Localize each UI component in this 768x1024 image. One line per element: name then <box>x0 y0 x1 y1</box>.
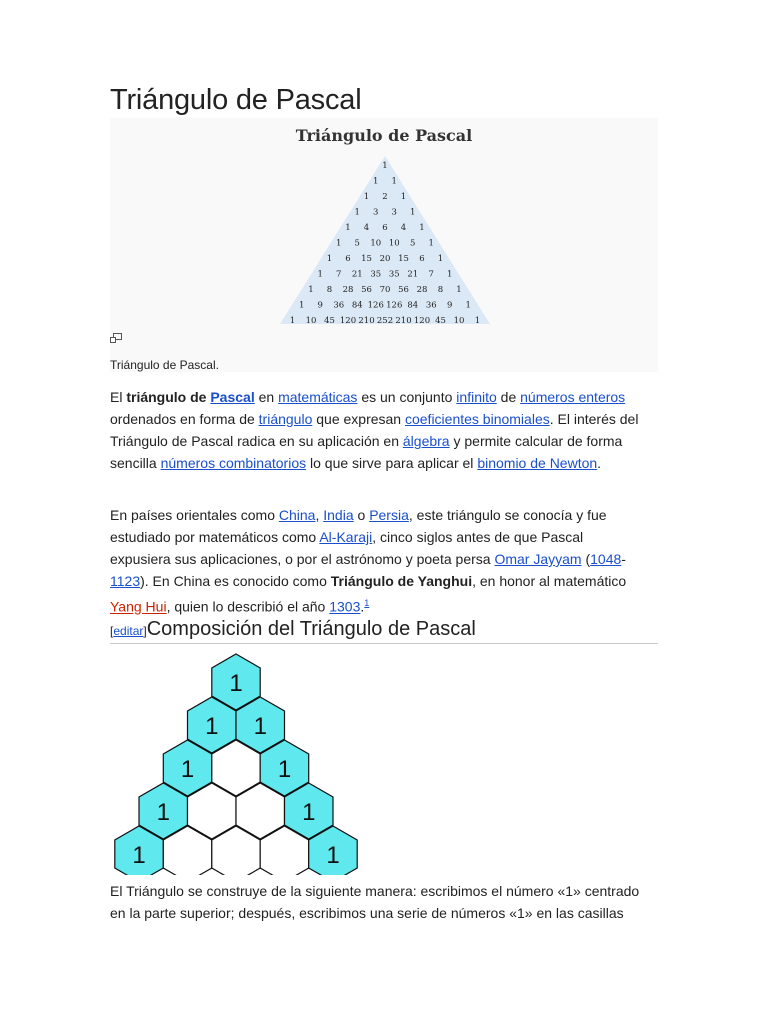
triangle-number: 36 <box>425 300 437 311</box>
triangle-number: 126 <box>386 300 403 311</box>
link-binomio-de-newton[interactable]: binomio de Newton <box>477 455 598 471</box>
link-coeficientes-binomiales[interactable]: coeficientes binomiales <box>404 411 550 427</box>
triangle-background <box>280 156 490 324</box>
edit-section: [editar] <box>110 624 147 638</box>
hexagon-number: 1 <box>277 756 292 783</box>
link-yang-hui[interactable]: Yang Hui <box>110 598 167 615</box>
figure-title: Triángulo de Pascal <box>295 126 473 145</box>
hexagon-number: 1 <box>180 756 195 783</box>
triangle-number: 7 <box>428 269 434 280</box>
link-1048[interactable]: 1048 <box>590 551 622 567</box>
pascal-triangle-image[interactable] <box>280 156 490 328</box>
triangle-number: 20 <box>379 254 391 264</box>
link-omar-jayyam[interactable]: Omar Jayyam <box>494 551 582 567</box>
triangle-number: 1 <box>326 254 333 264</box>
figure-caption: Triángulo de Pascal. <box>110 358 219 372</box>
triangle-number: 1 <box>299 300 305 311</box>
pascal-triangle-figure <box>110 118 658 372</box>
triangle-number: 56 <box>398 285 409 295</box>
link-1123[interactable]: 1123 <box>110 573 141 589</box>
link-infinito[interactable]: infinito <box>456 389 497 405</box>
triangle-number: 1 <box>308 285 314 295</box>
triangle-number: 21 <box>407 269 419 280</box>
triangle-number: 210 <box>358 316 375 326</box>
hexagon-triangle-diagram <box>110 650 370 875</box>
link-triangulo[interactable]: triángulo <box>258 411 313 427</box>
link-numeros-enteros[interactable]: números enteros <box>520 389 626 405</box>
link-india[interactable]: India <box>323 507 354 523</box>
triangle-number: 3 <box>373 207 379 218</box>
triangle-number: 21 <box>351 269 363 280</box>
triangle-number: 5 <box>410 238 416 249</box>
triangle-number: 126 <box>367 300 384 311</box>
hexagon-number: 1 <box>326 842 340 869</box>
triangle-number: 1 <box>391 176 397 187</box>
triangle-number: 56 <box>361 285 372 295</box>
link-persia[interactable]: Persia <box>369 507 409 523</box>
triangle-number: 10 <box>305 316 317 326</box>
triangle-number: 4 <box>363 223 370 233</box>
link-matematicas[interactable]: matemáticas <box>278 389 358 405</box>
triangle-number: 1 <box>447 269 453 280</box>
link-china[interactable]: China <box>278 507 316 523</box>
triangle-number: 210 <box>395 316 412 326</box>
triangle-number: 1 <box>336 238 342 249</box>
triangle-number: 45 <box>324 316 335 326</box>
enlarge-icon[interactable] <box>110 333 122 343</box>
intro-paragraph: El triángulo de Pascal en matemáticas es un conjunto infinito de números enteros ordenados en forma de triángulo que expresan coeficientes binomiales. El interés del Triángulo de Pascal radica en su aplicación en álgebra y permite calcular de forma sencilla números combinatorios lo que sirve para aplicar el binomio de Newton. <box>110 389 639 471</box>
triangle-number: 28 <box>416 285 428 295</box>
triangle-number: 15 <box>361 254 372 264</box>
triangle-number: 1 <box>317 269 323 280</box>
triangle-number: 1 <box>474 316 481 326</box>
history-paragraph: En países orientales como China, India o Persia, este triángulo se conocía y fue estudiado por matemáticos como Al-Karaji, cinco siglos antes de que Pascal expusiera sus aplicaciones, o por el astrónomo y poeta persa Omar Jayyam (1048-1123). En China es conocido como Triángulo de Yanghui, en honor al matemático Yang Hui, quien lo describió el año 1303.$^1$ <box>110 507 627 615</box>
triangle-number: 70 <box>379 285 391 295</box>
link-1303[interactable]: 1303 <box>329 598 361 615</box>
triangle-number: 1 <box>419 223 425 233</box>
link-numeros-combinatorios[interactable]: números combinatorios <box>160 455 307 471</box>
triangle-number: 35 <box>370 269 382 280</box>
triangle-number: 1 <box>373 176 379 187</box>
hexagon-number: 1 <box>156 799 170 826</box>
triangle-number: 1 <box>382 161 388 171</box>
page-title: Triángulo de Pascal <box>110 84 658 122</box>
triangle-number: 1 <box>456 285 462 295</box>
link-algebra[interactable]: álgebra <box>402 433 450 449</box>
hexagon-number: 1 <box>132 842 146 869</box>
triangle-number: 1 <box>428 238 434 249</box>
triangle-number: 6 <box>419 254 425 264</box>
footnote-1[interactable]: 1 <box>364 598 370 608</box>
link-pascal[interactable]: Pascal <box>210 389 255 405</box>
triangle-number: 3 <box>391 207 397 218</box>
triangle-number: 6 <box>345 254 351 264</box>
construction-paragraph: El Triángulo se construye de la siguiente manera: escribimos el número «1» centrado en la parte superior; después, escribimos una serie de números «1» en las casillas <box>110 883 640 921</box>
triangle-number: 2 <box>382 192 388 202</box>
triangle-number: 1 <box>354 207 360 218</box>
triangle-number: 9 <box>317 300 323 311</box>
triangle-number: 15 <box>398 254 409 264</box>
triangle-number: 84 <box>351 300 363 311</box>
triangle-number: 4 <box>400 223 407 233</box>
triangle-number: 84 <box>407 300 419 311</box>
triangle-number: 1 <box>289 316 296 326</box>
triangle-number: 1 <box>437 254 444 264</box>
triangle-number: 36 <box>333 300 345 311</box>
triangle-number: 1 <box>400 192 407 202</box>
triangle-number: 45 <box>435 316 446 326</box>
triangle-number: 5 <box>354 238 360 249</box>
triangle-number: 1 <box>363 192 370 202</box>
hexagon-number: 1 <box>253 713 267 740</box>
triangle-number: 7 <box>336 269 342 280</box>
triangle-number: 120 <box>413 316 431 326</box>
triangle-number: 9 <box>447 300 453 311</box>
triangle-number: 35 <box>388 269 400 280</box>
section-heading <box>110 618 658 644</box>
triangle-number: 28 <box>342 285 354 295</box>
triangle-number: 6 <box>382 223 388 233</box>
triangle-number: 8 <box>326 285 333 295</box>
link-al-karaji[interactable]: Al-Karaji <box>319 529 373 545</box>
triangle-number: 1 <box>345 223 351 233</box>
hexagon-number: 1 <box>205 713 219 740</box>
triangle-number: 10 <box>370 238 382 249</box>
triangle-number: 1 <box>410 207 416 218</box>
triangle-number: 252 <box>376 316 394 326</box>
section-title: Composición del Triángulo de Pascal <box>146 618 476 640</box>
triangle-number: 10 <box>388 238 400 249</box>
triangle-number: 1 <box>465 300 471 311</box>
hexagon-number: 1 <box>302 799 316 826</box>
triangle-number: 10 <box>453 316 465 326</box>
triangle-number: 120 <box>339 316 357 326</box>
hexagon-number: 1 <box>229 670 243 697</box>
triangle-number: 8 <box>437 285 444 295</box>
edit-link[interactable]: editar <box>113 624 144 638</box>
